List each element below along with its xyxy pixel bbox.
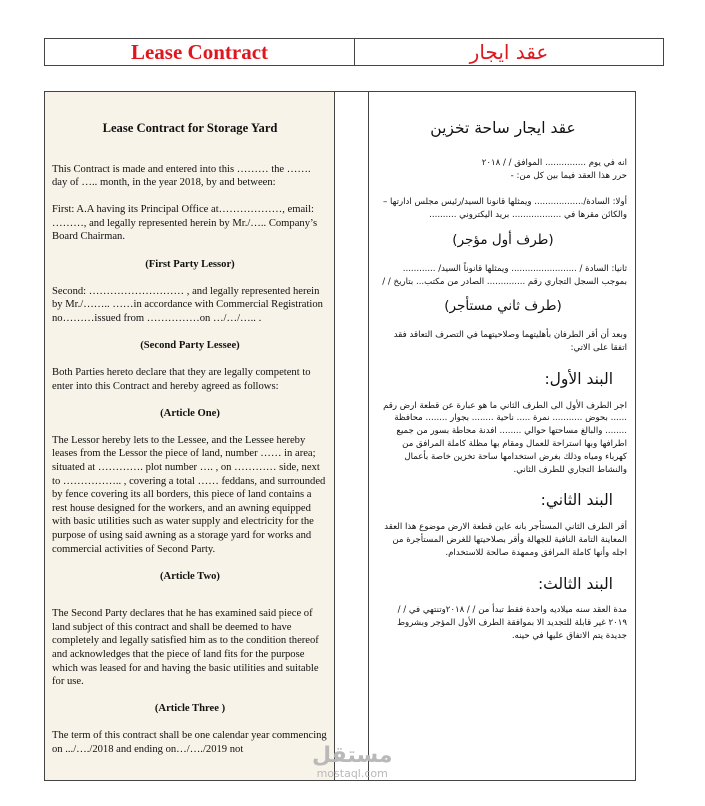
watermark-domain: mostaql.com	[316, 767, 388, 780]
english-article-one: The Lessor hereby lets to the Lessee, and the Lessee hereby leases from the Lessor the piece of land, number …… in area; situated at …………. plot number …. , on ………… side, next to …………….. , covering a total …… feddans, and surrounded by fence covering its all borders, this piece of land contains a rest house designed for the workers, and an awning equipped with basic utilities such as water supply and electricity for the purpose of using said awning as a storage yard for works and commercial activities of Second Party.	[52, 434, 326, 555]
english-article-one-label: (Article One)	[160, 407, 220, 419]
arabic-first-party-label: (طرف أول مؤجر)	[452, 231, 554, 248]
header-title-en: Lease Contract	[45, 39, 355, 65]
arabic-clause-three-label: البند الثالث:	[537, 574, 613, 593]
english-second-party-label: (Second Party Lessee)	[140, 339, 240, 351]
column-gutter	[335, 92, 369, 780]
arabic-first-party: أولا: السادة/.................. ويمثلها قانونا السيد/رئيس مجلس ادارتها – والكائن مقرها في .................. بريد اليكتروني ..........	[383, 197, 627, 221]
contract-body	[44, 91, 636, 781]
english-article-three-label: (Article Three )	[154, 703, 226, 715]
contract-header	[44, 38, 664, 66]
arabic-clause-one-label: البند الأول:	[544, 369, 613, 388]
arabic-clause-one: اجر الطرف الأول الى الطرف الثاني ما هو عبارة عن قطعة ارض رقم ...... بحوض ........... نمرة ..... ناحية ........ بجوار ........ محافظة ........ والبالغ مساحتها حوالي ........ افدنة محاطة بسور من جميع اطرافها وبها استراحة للعمال ومقام بها مظلة كاملة المرافق من كهرباء ومياه وذلك بغرض استخدامها ساحة تخزين خاصة بأعمال والنشاط التجاري للطرف الثاني.	[383, 400, 627, 475]
english-title: Lease Contract for Storage Yard	[102, 121, 278, 135]
english-article-two-label: (Article Two)	[160, 570, 220, 582]
english-article-two: The Second Party declares that he has examined said piece of land subject of this contract and shall be deemed to have completely and legally satisfied him as to the condition thereof and acknowledges that the piece of land fits for the purpose which was leased for and having the basic utilities and suitable for use.	[52, 608, 319, 688]
arabic-second-party-label: (طرف ثاني مستأجر)	[444, 298, 562, 315]
arabic-clause-two: أقر الطرف الثاني المستأجر بانه عاين قطعة الارض موضوع هذا العقد المعاينة التامة النافية للجهالة وأقر بصلاحيتها للغرض المستأجرة من اجله وأنها كاملة المرافق وممهدة صالحة للاستخدام.	[384, 522, 627, 558]
arabic-competence: وبعد أن أقر الطرفان بأهليتهما وصلاحيتهما في التصرف التعاقد فقد اتفقا على الاتي:	[393, 330, 627, 353]
watermark-arabic: مستقل	[312, 743, 393, 768]
english-competence: Both Parties hereto declare that they are legally competent to enter into this Contract and hereby agreed as follows:	[52, 367, 311, 392]
arabic-clause-two-label: البند الثاني:	[540, 491, 613, 510]
arabic-date-line: انه في يوم ............... الموافق / / ٢٠١٨	[481, 157, 627, 168]
arabic-column	[369, 92, 635, 780]
english-second-party: Second: ……………………… , and legally represented herein by Mr./…….. ……in accordance with Commercial Registration no………issued from ……………on …/…/….. .	[52, 285, 323, 324]
arabic-clause-three: مدة العقد سنه ميلاديه واحدة فقط تبدأ من / / ٢٠١٨وتنتهي في / / ٢٠١٩ غير قابلة للتجديد الا بموافقة الطرف الأول المؤجر وبشروط جديدة يتم الاتفاق عليها في حينه.	[397, 605, 627, 641]
arabic-intro: حرر هذا العقد فيما بين كل من: -	[510, 170, 627, 181]
header-title-ar: عقد ايجار	[469, 40, 549, 64]
english-column	[45, 92, 335, 780]
mostaql-watermark	[312, 745, 392, 781]
english-first-party-label: (First Party Lessor)	[145, 258, 235, 270]
arabic-title: عقد ايجار ساحة تخزين	[430, 119, 576, 137]
english-article-three: The term of this contract shall be one calendar year commencing on .../…./2018 and ending on…/…./2019 not	[52, 730, 327, 755]
english-intro: This Contract is made and entered into this ……… the ……. day of ….. month, in the year 2018, by and between:	[52, 163, 311, 189]
arabic-second-party: ثانيا: السادة / ........................ ويمثلها قانوناً السيد/ ............ بموجب السجل التجاري رقم .............. الصادر من مكتب... بتاريخ / /	[382, 263, 627, 287]
english-first-party: First: A.A having its Principal Office at………………, email: ………, and legally represented herein by Mr./….. Company’s Board Chairman.	[52, 204, 318, 243]
